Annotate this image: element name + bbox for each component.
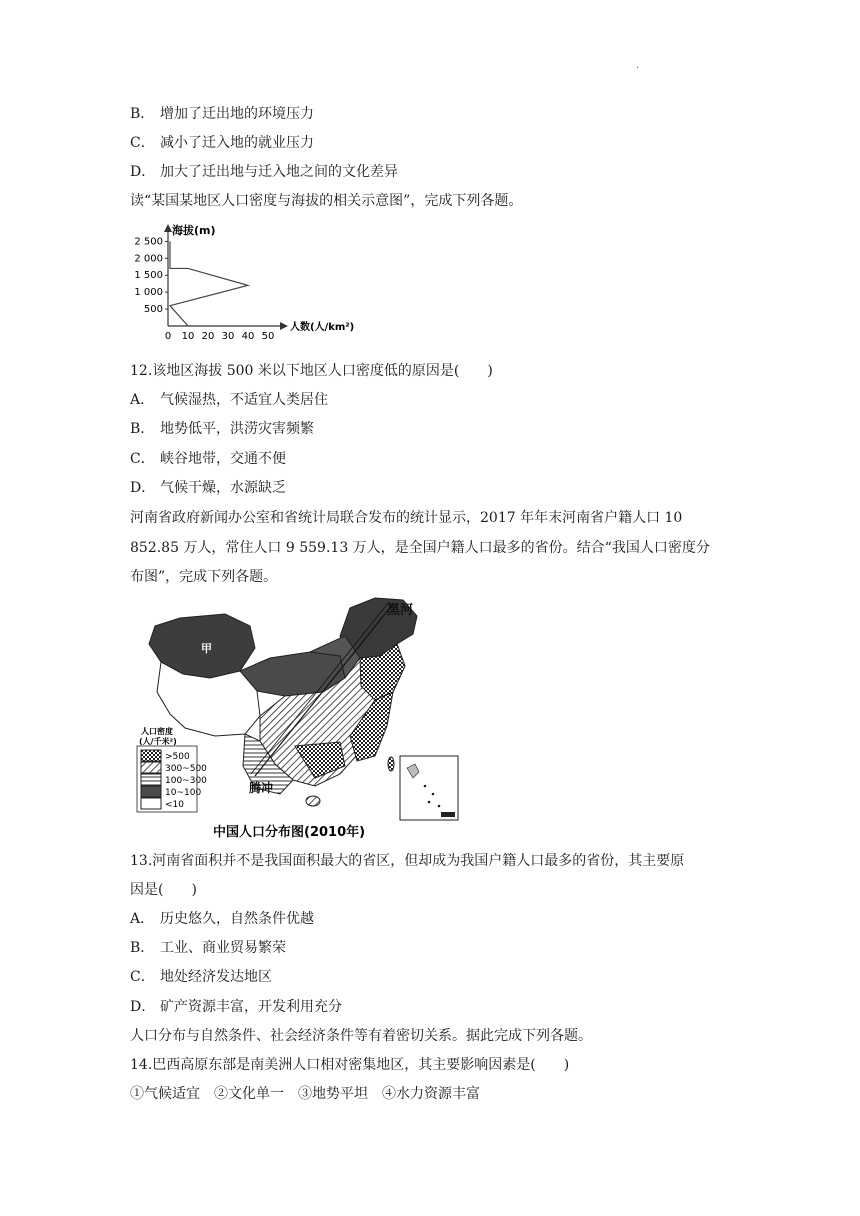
- china-population-map-svg: [135, 596, 465, 842]
- x-axis-arrow: [280, 322, 288, 330]
- south-china-sea-inset: [400, 756, 458, 820]
- q14-choices: ①气候适宜 ②文化单一 ③地势平坦 ④水力资源丰富: [130, 1086, 480, 1102]
- tengchong-label: 腾冲: [249, 781, 274, 795]
- q13-option-d: D． 矿产资源丰富，开发利用充分: [130, 999, 342, 1015]
- heihe-label: 黑河: [387, 603, 414, 618]
- q13-option-b: B． 工业、商业贸易繁荣: [130, 940, 286, 956]
- legend-title-1: 人口密度: [141, 727, 173, 736]
- y-tick-label: 500: [143, 304, 163, 316]
- page-marker: .: [636, 60, 640, 71]
- q12-option-c: C． 峡谷地带，交通不便: [130, 451, 286, 467]
- y-tick-label: 2 000: [134, 253, 163, 265]
- q12-option-a: A． 气候湿热，不适宜人类居住: [130, 392, 328, 408]
- inset-island-2: [432, 793, 435, 796]
- china-population-map: [135, 596, 465, 842]
- q13-option-c: C． 地处经济发达地区: [130, 969, 272, 985]
- q12-stem: 12.该地区海拔 500 米以下地区人口密度低的原因是( ): [130, 363, 493, 379]
- legend-label-5: <10: [165, 800, 184, 810]
- intro-henan-line3: 布图”，完成下列各题。: [130, 569, 278, 585]
- y-tick-label: 1 000: [134, 287, 163, 299]
- inset-island-1: [424, 785, 427, 788]
- intro-henan-line1: 河南省政府新闻办公室和省统计局联合发布的统计显示，2017 年年末河南省户籍人口 10: [130, 510, 683, 526]
- legend-swatch-4: [141, 786, 161, 797]
- legend-swatch-5: [141, 798, 161, 809]
- q13-option-a: A． 历史悠久，自然条件优越: [130, 911, 314, 927]
- intro-population-factors: 人口分布与自然条件、社会经济条件等有着密切关系。据此完成下列各题。: [130, 1028, 592, 1044]
- altitude-density-chart-svg: [128, 222, 368, 348]
- q13-stem-line2: 因是( ): [130, 882, 197, 898]
- legend-title-2: (人/千米²): [139, 737, 177, 746]
- hainan-island: [306, 796, 320, 806]
- y-axis-arrow: [164, 224, 172, 232]
- q13-stem-line1: 13.河南省面积并不是我国面积最大的省区，但却成为我国户籍人口最多的省份，其主要原: [130, 853, 685, 869]
- y-tick-label: 1 500: [134, 270, 163, 282]
- q12-option-b: B． 地势低平，洪涝灾害频繁: [130, 421, 314, 437]
- q12-option-d: D． 气候干燥，水源缺乏: [130, 480, 286, 496]
- y-tick-label: 2 500: [134, 236, 163, 248]
- taiwan-island: [388, 757, 394, 771]
- x-tick-label: 10: [181, 331, 195, 342]
- inset-island-3: [428, 801, 431, 804]
- legend-swatch-3: [141, 774, 161, 785]
- legend-label-3: 100~300: [165, 776, 207, 786]
- x-axis-label: 人数(人/km²): [290, 322, 355, 333]
- legend-swatch-2: [141, 762, 161, 773]
- legend-label-1: >500: [165, 752, 190, 762]
- intro-henan-line2: 852.85 万人，常住人口 9 559.13 万人，是全国户籍人口最多的省份。结合“我国人口密度分: [130, 540, 710, 556]
- intro-altitude-chart: 读“某国某地区人口密度与海拔的相关示意图”，完成下列各题。: [130, 193, 523, 209]
- map-caption: 中国人口分布图(2010年): [213, 825, 366, 840]
- inset-scale: [441, 812, 455, 817]
- region-jia-label: 甲: [201, 642, 212, 655]
- density-line: [170, 241, 248, 326]
- x-tick-label: 40: [241, 331, 255, 342]
- x-tick-label: 20: [201, 331, 215, 342]
- q14-stem: 14.巴西高原东部是南美洲人口相对密集地区，其主要影响因素是( ): [130, 1057, 570, 1073]
- x-tick-label: 0: [164, 331, 172, 342]
- altitude-density-chart: [128, 222, 368, 348]
- x-tick-label: 30: [221, 331, 235, 342]
- y-axis-label: 海拔(m): [172, 224, 216, 237]
- legend-swatch-1: [141, 750, 161, 761]
- x-tick-label: 50: [261, 331, 275, 342]
- legend-label-4: 10~100: [165, 788, 202, 798]
- inset-island-4: [438, 805, 441, 808]
- legend-label-2: 300~500: [165, 764, 207, 774]
- option-b-prev: B． 增加了迁出地的环境压力: [130, 106, 314, 122]
- option-d-prev: D． 加大了迁出地与迁入地之间的文化差异: [130, 164, 398, 180]
- option-c-prev: C． 减小了迁入地的就业压力: [130, 135, 314, 151]
